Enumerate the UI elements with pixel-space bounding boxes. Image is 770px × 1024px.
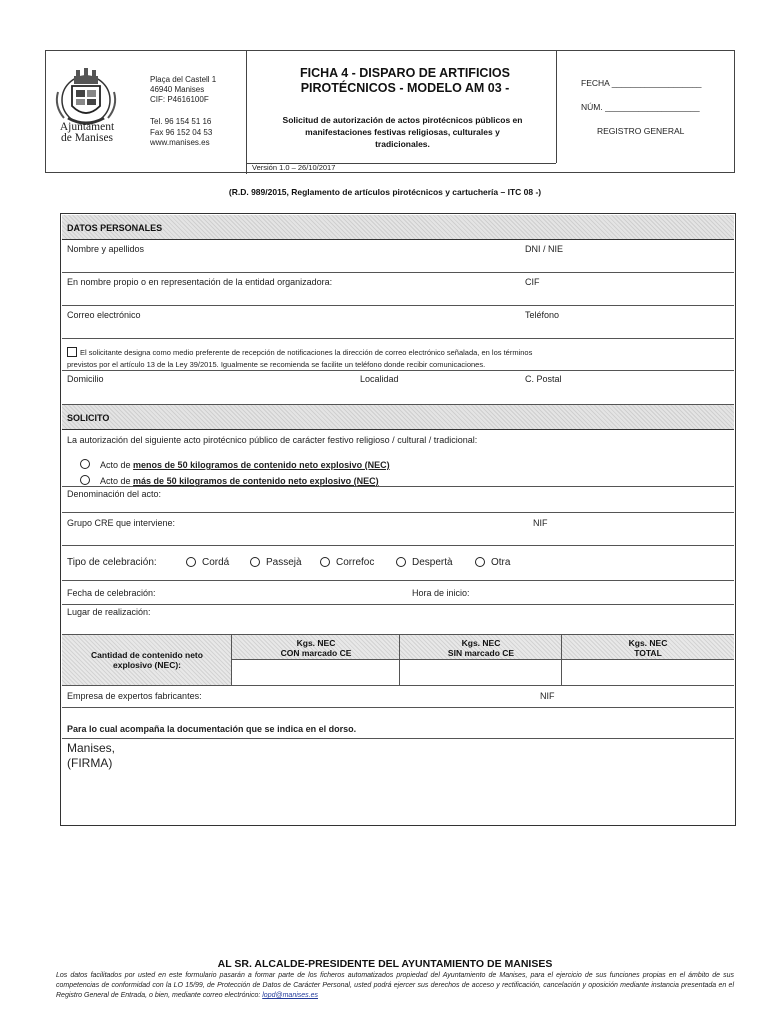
tipo-otra-label: Otra bbox=[491, 557, 511, 568]
num-field[interactable]: NÚM. ____________________ bbox=[581, 102, 700, 112]
empresa-field[interactable]: Empresa de expertos fabricantes: bbox=[67, 691, 202, 701]
nec-label: Cantidad de contenido neto explosivo (NEC): bbox=[91, 650, 203, 670]
cif-field[interactable]: CIF bbox=[525, 277, 540, 287]
tipo-celebracion-label: Tipo de celebración: bbox=[67, 557, 157, 568]
nec-table bbox=[62, 634, 734, 686]
contact-block: Tel. 96 154 51 16 Fax 96 152 04 53 www.manises.es bbox=[150, 117, 213, 147]
divider bbox=[62, 512, 734, 513]
tipo-desperta-radio[interactable] bbox=[396, 557, 406, 567]
divider bbox=[62, 370, 734, 371]
option-menos-50-label: Acto de menos de 50 kilogramos de contenido neto explosivo (NEC) bbox=[100, 460, 390, 470]
lugar-realizacion-field[interactable]: Lugar de realización: bbox=[67, 607, 151, 617]
tipo-passeja-radio[interactable] bbox=[250, 557, 260, 567]
kgs-total-input[interactable] bbox=[563, 661, 733, 684]
tipo-desperta-label: Despertà bbox=[412, 557, 453, 568]
representacion-field[interactable]: En nombre propio o en representación de la entidad organizadora: bbox=[67, 277, 333, 287]
solicito-heading: SOLICITO bbox=[67, 413, 110, 423]
divider bbox=[62, 272, 734, 273]
nif-field[interactable]: NIF bbox=[533, 518, 548, 528]
col-sin-marcado-header: Kgs. NEC SIN marcado CE bbox=[447, 638, 515, 658]
grupo-cre-field[interactable]: Grupo CRE que interviene: bbox=[67, 518, 176, 528]
domicilio-field[interactable]: Domicilio bbox=[67, 374, 104, 384]
col-con-marcado-header: Kgs. NEC CON marcado CE bbox=[280, 638, 352, 658]
fecha-field[interactable]: FECHA ___________________ bbox=[581, 78, 702, 88]
tipo-otra-radio[interactable] bbox=[475, 557, 485, 567]
address-block: Plaça del Castell 1 46940 Manises CIF: P4616100F bbox=[150, 75, 217, 104]
datos-personales-heading: DATOS PERSONALES bbox=[67, 223, 163, 233]
dni-field[interactable]: DNI / NIE bbox=[525, 244, 564, 254]
divider bbox=[62, 486, 734, 487]
datos-personales-band bbox=[62, 215, 734, 240]
footer-privacy-text: Los datos facilitados por usted en este formulario pasarán a formar parte de los ficheros automatizados propiedad del Ayuntamiento de Manises, para el ejercicio de sus funciones propias en el ámbito de sus competencias de conformidad con la LO 15/99, de Protección de Datos de Carácter Personal, usted podrá ejercer sus derechos de acceso y rectificación, cancelación y oposición mediante instancia presentada en el Registro General de Entrada, o bien, mediante correo electrónico: lopd@manises.es bbox=[56, 972, 734, 999]
divider bbox=[62, 738, 734, 739]
tipo-correfoc-radio[interactable] bbox=[320, 557, 330, 567]
registro-general-label: REGISTRO GENERAL bbox=[597, 126, 685, 136]
solicito-intro: La autorización del siguiente acto pirotécnico público de carácter festivo religioso / cultural / tradicional: bbox=[67, 435, 478, 445]
empresa-nif-field[interactable]: NIF bbox=[540, 691, 555, 701]
kgs-sin-marcado-input[interactable] bbox=[401, 661, 561, 684]
option-mas-50-radio[interactable] bbox=[80, 475, 90, 485]
divider bbox=[62, 604, 734, 605]
cpostal-field[interactable]: C. Postal bbox=[525, 374, 562, 384]
denominacion-field[interactable]: Denominación del acto: bbox=[67, 489, 162, 499]
divider bbox=[62, 338, 734, 339]
notification-consent-checkbox[interactable] bbox=[67, 347, 77, 357]
telefono-field[interactable]: Teléfono bbox=[525, 310, 560, 320]
tipo-correfoc-label: Correfoc bbox=[336, 557, 375, 568]
option-menos-50-radio[interactable] bbox=[80, 459, 90, 469]
divider bbox=[62, 545, 734, 546]
form-title: FICHA 4 - DISPARO DE ARTIFICIOS PIROTÉCNICOS - MODELO AM 03 - bbox=[300, 66, 510, 95]
logo-caption: Ajuntament de Manises bbox=[59, 121, 115, 144]
hora-inicio-field[interactable]: Hora de inicio: bbox=[412, 588, 470, 598]
col-total-header: Kgs. NEC TOTAL bbox=[628, 638, 668, 658]
lopd-email-link[interactable]: lopd@manises.es bbox=[262, 992, 318, 999]
consent-text-line2: previstos por el artículo 13 de la Ley 39/2015. Igualmente se recomienda se facilite un teléfono donde recibir comunicaciones. bbox=[67, 360, 486, 369]
tipo-corda-radio[interactable] bbox=[186, 557, 196, 567]
kgs-con-marcado-input[interactable] bbox=[233, 661, 399, 684]
acompana-note: Para lo cual acompaña la documentación que se indica en el dorso. bbox=[67, 724, 357, 734]
divider bbox=[62, 707, 734, 708]
consent-text-line1: El solicitante designa como medio preferente de recepción de notificaciones la dirección de correo electrónico señalada, en los términos bbox=[80, 348, 533, 357]
divider bbox=[62, 580, 734, 581]
form-subtitle: Solicitud de autorización de actos pirotécnicos públicos en manifestaciones festivas religiosas, culturales y tradicionales. bbox=[282, 115, 523, 149]
localidad-field[interactable]: Localidad bbox=[360, 374, 399, 384]
correo-field[interactable]: Correo electrónico bbox=[67, 310, 141, 320]
divider bbox=[62, 305, 734, 306]
tipo-passeja-label: Passejà bbox=[266, 557, 302, 568]
fecha-celebracion-field[interactable]: Fecha de celebración: bbox=[67, 588, 156, 598]
tipo-corda-label: Cordá bbox=[202, 557, 230, 568]
regulation-reference: (R.D. 989/2015, Reglamento de artículos pirotécnicos y cartuchería – ITC 08 -) bbox=[228, 187, 542, 197]
nombre-field[interactable]: Nombre y apellidos bbox=[67, 244, 145, 254]
version-label: Versión 1.0 – 26/10/2017 bbox=[252, 163, 336, 172]
footer-title: AL SR. ALCALDE-PRESIDENTE DEL AYUNTAMIENTO DE MANISES bbox=[217, 958, 553, 970]
solicito-band bbox=[62, 405, 734, 430]
option-mas-50-label: Acto de más de 50 kilogramos de contenido neto explosivo (NEC) bbox=[100, 476, 379, 486]
firma-area[interactable]: Manises, (FIRMA) bbox=[67, 741, 116, 770]
